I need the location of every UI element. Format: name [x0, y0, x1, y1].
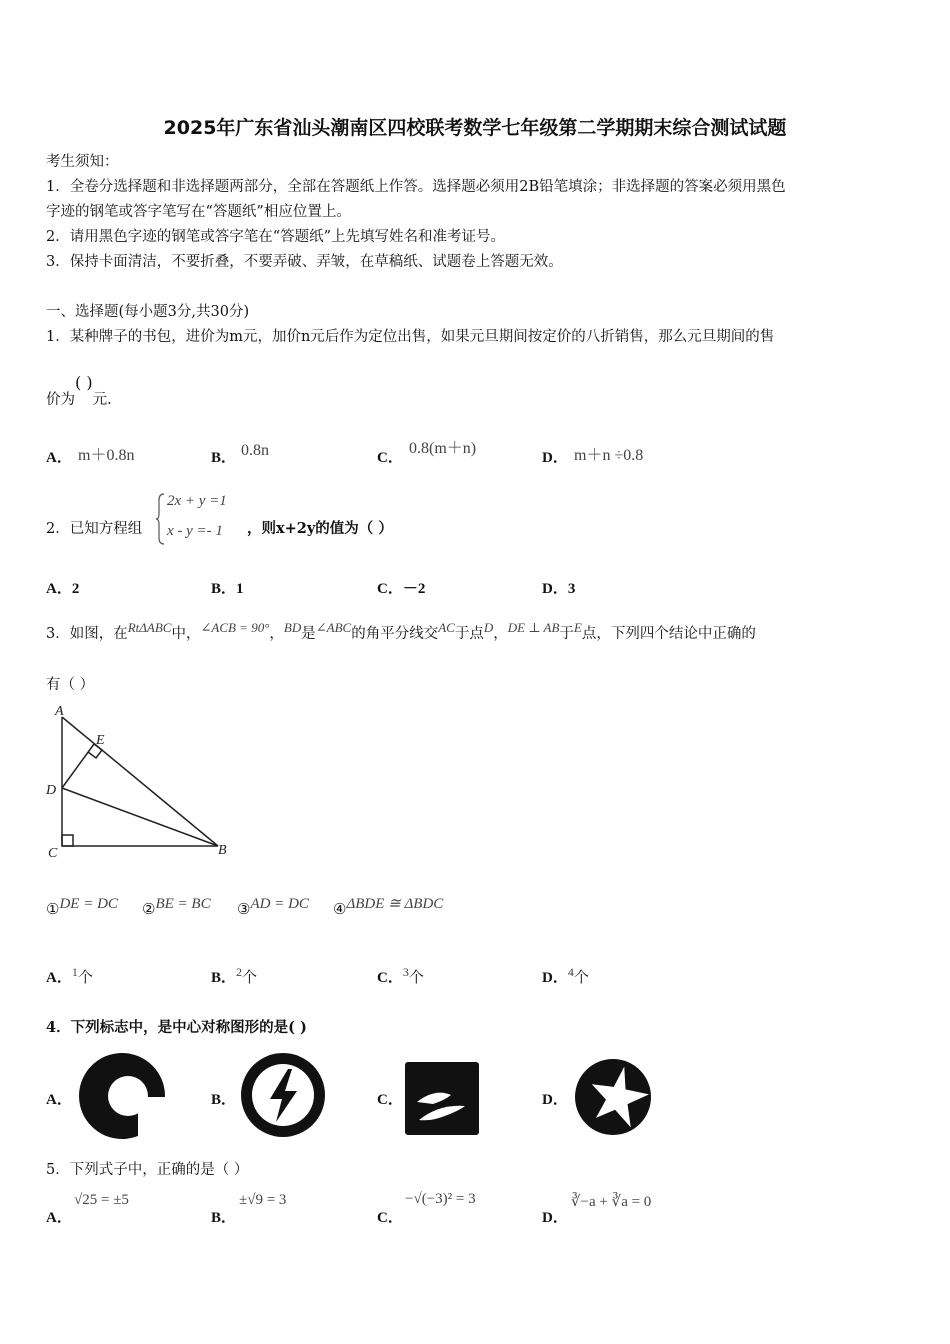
question-2-prefix: 2．已知方程组 — [46, 521, 143, 537]
option-a[interactable]: A． — [46, 1092, 72, 1108]
option-a[interactable]: A． — [46, 1210, 72, 1226]
option-b-expr: 0.8n — [241, 442, 269, 459]
page-title: 2025年广东省汕头潮南区四校联考数学七年级第二学期期末综合测试试题 — [163, 117, 787, 139]
option-b[interactable]: B． — [211, 1092, 237, 1108]
system-brace-icon — [156, 492, 166, 546]
question-4-text: 4．下列标志中，是中心对称图形的是( ) — [46, 1019, 307, 1036]
option-c[interactable]: C．－2 — [377, 581, 426, 597]
option-b[interactable]: B． — [211, 450, 237, 466]
option-c-expr: −√(−3)² = 3 — [405, 1191, 476, 1207]
question-2-suffix: ，则x+2y的值为（ ） — [247, 520, 393, 537]
question-5-text: 5．下列式子中，正确的是（ ） — [46, 1162, 249, 1178]
question-3-line2: 有（ ） — [46, 677, 95, 693]
option-b-expr: ±√9 = 3 — [239, 1192, 287, 1208]
option-a[interactable]: A．2 — [46, 581, 80, 597]
vertex-label-c: C — [48, 846, 58, 861]
star-circle-logo-icon — [574, 1058, 654, 1138]
option-a[interactable]: A．$^1$个 — [46, 965, 93, 986]
option-d[interactable]: D．3 — [542, 581, 576, 597]
system-equation-1: 2x + y =1 — [167, 493, 227, 509]
notice-item: 2．请用黑色字迹的钢笔或答字笔在“答题纸”上先填写姓名和准考证号。 — [46, 229, 506, 245]
circle-arc-logo-icon — [78, 1052, 168, 1142]
option-b[interactable]: B． — [211, 1210, 237, 1226]
option-d[interactable]: D． — [542, 1092, 568, 1108]
conclusion-1: ①DE = DC — [46, 896, 118, 918]
vertex-label-e: E — [96, 733, 105, 748]
question-1-line2: 价为( )元. — [46, 373, 112, 408]
option-c-expr: 0.8(m＋n) — [409, 440, 477, 457]
option-c[interactable]: C．$^3$个 — [377, 965, 424, 986]
vertex-label-d: D — [46, 783, 57, 798]
notice-item: 1．全卷分选择题和非选择题两部分，全部在答题纸上作答。选择题必须用2B铅笔填涂；非选择题的答案必须用黑色 — [46, 179, 786, 195]
option-b[interactable]: B．1 — [211, 581, 244, 597]
option-c[interactable]: C． — [377, 1092, 403, 1108]
option-d-expr: ∛−a + ∛a = 0 — [571, 1194, 652, 1210]
conclusion-3: ③AD = DC — [237, 896, 309, 918]
question-1-text: 1．某种牌子的书包，进价为m元，加价n元后作为定位出售，如果元旦期间按定价的八折销售，那么元旦期间的售 — [46, 329, 775, 345]
notice-item: 字迹的钢笔或答字笔写在“答题纸”相应位置上。 — [46, 204, 351, 220]
triangle-figure — [40, 700, 240, 865]
wave-square-logo-icon — [405, 1062, 480, 1136]
notice-item: 3．保持卡面清洁，不要折叠，不要弄破、弄皱，在草稿纸、试题卷上答题无效。 — [46, 254, 563, 270]
notice-heading: 考生须知： — [46, 154, 119, 170]
option-a-expr: m＋0.8n — [78, 447, 135, 464]
conclusion-2: ②BE = BC — [142, 896, 211, 918]
question-3-text: 3．如图，在RtΔABC中，∠ACB = 90°，BD是∠ABC的角平分线交AC于点D，DE ⊥ AB于E点，下列四个结论中正确的 — [46, 620, 756, 642]
lightning-bolt-logo-icon — [240, 1052, 328, 1140]
conclusion-4: ④ΔBDE ≅ ΔBDC — [333, 896, 444, 918]
option-c[interactable]: C． — [377, 450, 403, 466]
option-c[interactable]: C． — [377, 1210, 403, 1226]
answer-blank: ( ) — [75, 373, 93, 392]
vertex-label-b: B — [218, 843, 227, 858]
option-d[interactable]: D． — [542, 1210, 568, 1226]
option-d[interactable]: D．$^4$个 — [542, 965, 589, 986]
option-a[interactable]: A． — [46, 450, 72, 466]
section-heading: 一、选择题(每小题3分,共30分) — [46, 304, 250, 320]
option-d[interactable]: D． — [542, 450, 568, 466]
vertex-label-a: A — [55, 704, 64, 719]
option-b[interactable]: B．$^2$个 — [211, 965, 258, 986]
option-a-expr: √25 = ±5 — [74, 1192, 129, 1208]
option-d-expr: m＋n ÷0.8 — [574, 447, 644, 464]
system-equation-2: x - y =- 1 — [167, 523, 223, 539]
